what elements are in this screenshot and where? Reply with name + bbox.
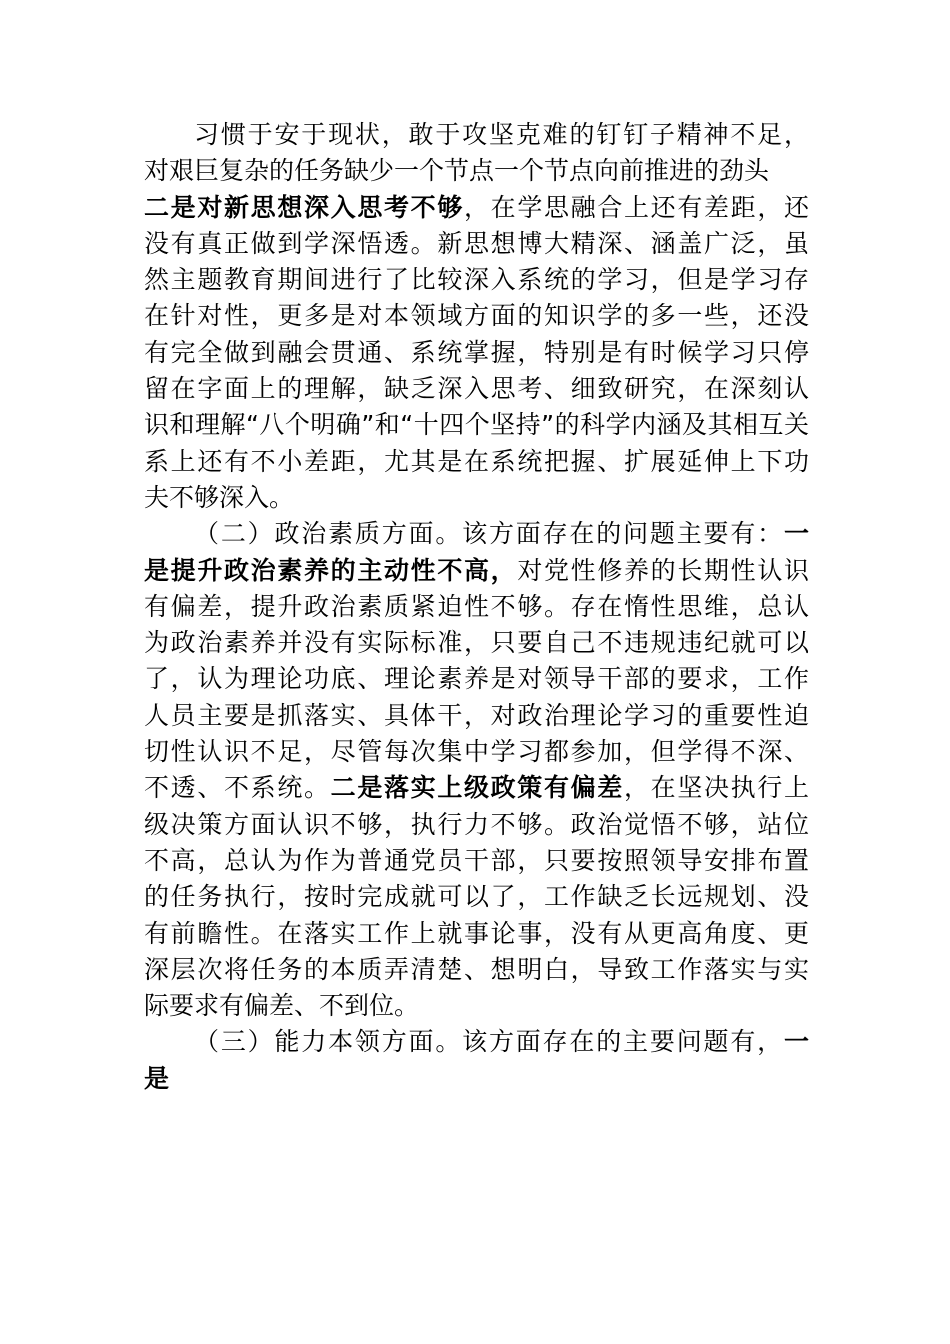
text-line [144,843,809,879]
text-segment: 深层次将任务的本质弄清楚、想明白，导致工作落实与实 [144,954,809,984]
text-segment: 不高，总认为作为普通党员干部，只要按照领导安排布置 [144,845,809,875]
bold-text-segment: 一 [783,519,809,549]
text-segment: 人员主要是抓落实、具体干，对政治理论学习的重要性迫 [144,700,809,730]
bold-text-segment: 二是对新思想深入思考不够 [144,192,464,222]
text-segment: 的任务执行，按时完成就可以了，工作缺乏长远规划、没 [144,882,809,912]
text-segment: 对党性修养的长期性认识 [517,555,809,585]
text-segment: 不透、不系统。 [144,773,331,803]
text-line [144,988,809,1024]
text-line [144,480,809,516]
bold-text-segment: 是 [144,1063,170,1093]
text-segment: 了，认为理论功底、理论素养是对领导干部的要求，工作 [144,664,809,694]
text-segment: 切性认识不足，尽管每次集中学习都参加，但学得不深、 [144,737,809,767]
bold-text-segment: 一 [783,1027,809,1057]
text-line [144,1024,809,1060]
text-line [144,589,809,625]
text-line [144,371,809,407]
text-line [144,444,809,480]
text-segment: 有完全做到融会贯通、系统掌握，特别是有时候学习只停 [144,337,809,367]
bold-text-segment: 二是落实上级政策有偏差 [330,773,624,803]
text-segment: 级决策方面认识不够，执行力不够。政治觉悟不够，站位 [144,809,809,839]
text-segment: 在针对性，更多是对本领域方面的知识学的多一些，还没 [144,301,809,331]
text-segment: ，在学思融合上还有差距，还 [464,192,809,222]
text-line [144,226,809,262]
text-line [144,1061,809,1097]
text-segment: 习惯于安于现状，敢于攻坚克难的钉钉子精神不足， [194,120,809,149]
text-line [144,190,809,226]
text-line [144,879,809,915]
text-line [144,916,809,952]
text-line [144,553,809,589]
text-line [144,298,809,334]
text-line [144,407,809,443]
document-body [144,117,809,1097]
text-segment: 夫不够深入。 [144,482,295,512]
text-line [144,698,809,734]
text-line [144,153,809,189]
text-segment: 际要求有偏差、不到位。 [144,991,420,1021]
text-line [144,807,809,843]
text-segment: 然主题教育期间进行了比较深入系统的学习，但是学习存 [144,265,809,295]
text-segment: 系上还有不小差距，尤其是在系统把握、扩展延伸上下功 [144,446,809,476]
text-segment: 为政治素养并没有实际标准，只要自己不违规违纪就可以 [144,628,809,658]
text-line [144,661,809,697]
text-segment: ，在坚决执行上 [623,773,809,803]
text-segment: 留在字面上的理解，缺乏深入思考、细致研究，在深刻认 [144,374,809,404]
text-line [144,770,809,806]
text-line [144,262,809,298]
text-segment: 有前瞻性。在落实工作上就事论事，没有从更高角度、更 [144,918,809,948]
bold-text-segment: 是提升政治素养的主动性不高， [144,555,518,585]
text-segment: 识和理解“八个明确”和“十四个坚持”的科学内涵及其相互关 [144,410,809,440]
text-segment: 有偏差，提升政治素质紧迫性不够。存在惰性思维，总认 [144,591,809,621]
text-line [144,117,809,153]
text-line [144,625,809,661]
text-line [144,516,809,552]
text-segment: （二）政治素质方面。该方面存在的问题主要有： [194,519,784,549]
text-line [144,335,809,371]
text-line [144,734,809,770]
text-line [144,952,809,988]
text-segment: （三）能力本领方面。该方面存在的主要问题有， [194,1027,784,1057]
text-segment: 对艰巨复杂的任务缺少一个节点一个节点向前推进的劲头 [144,156,770,186]
text-segment: 没有真正做到学深悟透。新思想博大精深、涵盖广泛，虽 [144,228,809,258]
